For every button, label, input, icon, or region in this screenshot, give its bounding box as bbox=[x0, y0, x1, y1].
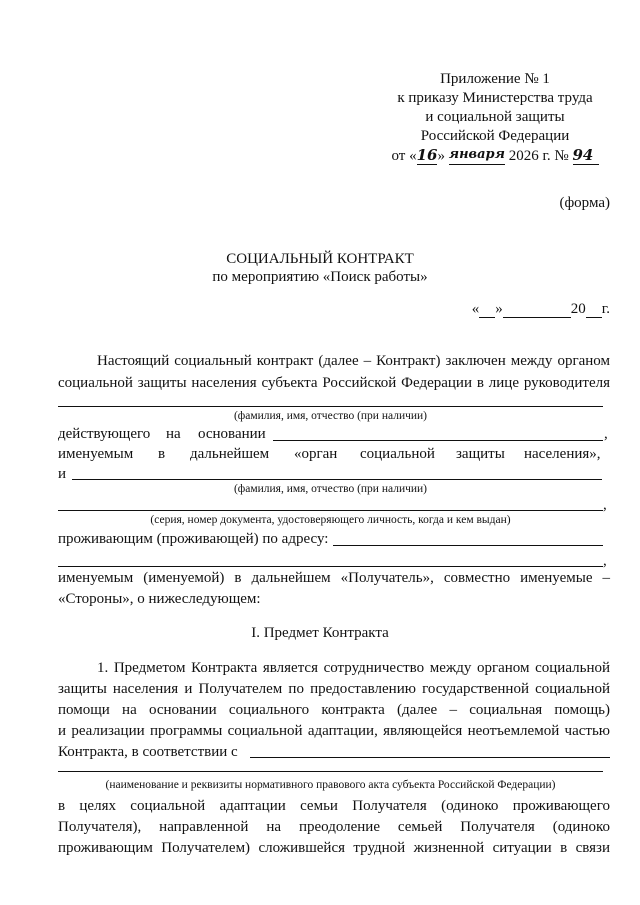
address-blank bbox=[333, 545, 603, 546]
passport-blank bbox=[58, 510, 603, 511]
date-day-blank bbox=[479, 317, 495, 318]
section-title: I. Предмет Контракта bbox=[251, 625, 389, 641]
handwritten-number: 94 bbox=[573, 146, 599, 165]
agency-w2: в bbox=[158, 446, 166, 462]
date-suffix: 2026 г. № bbox=[504, 148, 573, 164]
clause1-line-1: 1. Предметом Контракта является сотрудничество между органом социальной bbox=[97, 660, 610, 676]
intro-line-2: социальной защиты населения субъекта Российской Федерации в лице руководителя bbox=[58, 375, 610, 391]
acting-w2: на bbox=[166, 426, 181, 442]
and-word: и bbox=[58, 466, 67, 482]
date-year-suffix: г. bbox=[601, 301, 610, 317]
date-template bbox=[430, 300, 610, 318]
date-mid: » bbox=[437, 148, 449, 164]
agency-w6: защиты bbox=[456, 446, 505, 462]
appendix-block bbox=[380, 70, 610, 166]
head-name-blank bbox=[58, 406, 603, 407]
passport-comma: , bbox=[603, 497, 607, 513]
clause1-line-2: защиты населения и Получателем по предоставлению государственной социальной bbox=[58, 681, 610, 697]
handwritten-month: января bbox=[449, 146, 505, 165]
tail-line-1: в целях социальной адаптации семьи Получателя (одиноко проживающего bbox=[58, 798, 610, 814]
caption-fio-2: (фамилия, имя, отчество (при наличии) bbox=[233, 483, 428, 495]
agency-w5: социальной bbox=[360, 446, 435, 462]
appendix-country-line: Российской Федерации bbox=[420, 128, 570, 144]
caption-fio-1: (фамилия, имя, отчество (при наличии) bbox=[233, 410, 428, 422]
handwritten-day: 16 bbox=[416, 146, 438, 164]
appendix-date-line bbox=[380, 146, 610, 166]
acting-w3: основании bbox=[198, 426, 266, 442]
agency-w7: населения», bbox=[524, 446, 601, 462]
date-month-blank bbox=[503, 317, 571, 318]
named-agency-line bbox=[58, 445, 610, 465]
contract-subtitle: по мероприятию «Поиск работы» bbox=[212, 269, 428, 285]
caption-passport: (серия, номер документа, удостоверяющего личность, когда и кем выдан) bbox=[150, 514, 511, 526]
appendix-number: Приложение № 1 bbox=[440, 71, 550, 87]
date-year-blank bbox=[586, 317, 602, 318]
form-label: (форма) bbox=[559, 195, 610, 211]
address-comma: , bbox=[603, 553, 607, 569]
contract-title: СОЦИАЛЬНЫЙ КОНТРАКТ bbox=[226, 251, 414, 267]
acting-comma: , bbox=[604, 426, 608, 442]
tail-line-3: проживающим Получателем) сложившейся трудной жизненной ситуации в связи bbox=[58, 840, 610, 856]
clause1-line-3: помощи на основании социального контракта (далее – социальная помощь) bbox=[58, 702, 610, 718]
agency-w4: «орган bbox=[294, 446, 338, 462]
clause1-line-5: Контракта, в соответствии с bbox=[58, 744, 238, 760]
date-year-prefix: 20 bbox=[570, 301, 586, 317]
appendix-order-line: к приказу Министерства труда bbox=[397, 90, 593, 106]
address-label: проживающим (проживающей) по адресу: bbox=[58, 531, 329, 547]
intro-line-1: Настоящий социальный контракт (далее – Контракт) заключен между органом bbox=[97, 353, 610, 369]
basis-blank bbox=[273, 440, 603, 441]
legal-act-blank bbox=[250, 757, 610, 758]
acting-line bbox=[58, 425, 610, 445]
date-quote-open: « bbox=[471, 301, 480, 317]
agency-w1: именуемым bbox=[58, 446, 134, 462]
address-blank-2 bbox=[58, 566, 603, 567]
date-prefix: от « bbox=[391, 148, 417, 164]
agency-w3: дальнейшем bbox=[190, 446, 270, 462]
tail-line-2: Получателя), направленной на преодоление семьей Получателя (одиноко bbox=[58, 819, 610, 835]
caption-act: (наименование и реквизиты нормативного правового акта субъекта Российской Федерации) bbox=[105, 779, 556, 791]
legal-act-blank-2 bbox=[58, 771, 603, 772]
named-recipient-line-1: именуемым (именуемой) в дальнейшем «Получатель», совместно именуемые – bbox=[58, 570, 610, 586]
clause1-line-4: и реализации программы социальной адаптации, являющейся неотъемлемой частью bbox=[58, 723, 610, 739]
date-quote-close: » bbox=[495, 301, 503, 317]
recipient-name-blank bbox=[72, 479, 602, 480]
acting-w1: действующего bbox=[58, 426, 151, 442]
appendix-ministry-line: и социальной защиты bbox=[425, 109, 565, 125]
named-recipient-line-2: «Стороны», о нижеследующем: bbox=[58, 591, 261, 607]
